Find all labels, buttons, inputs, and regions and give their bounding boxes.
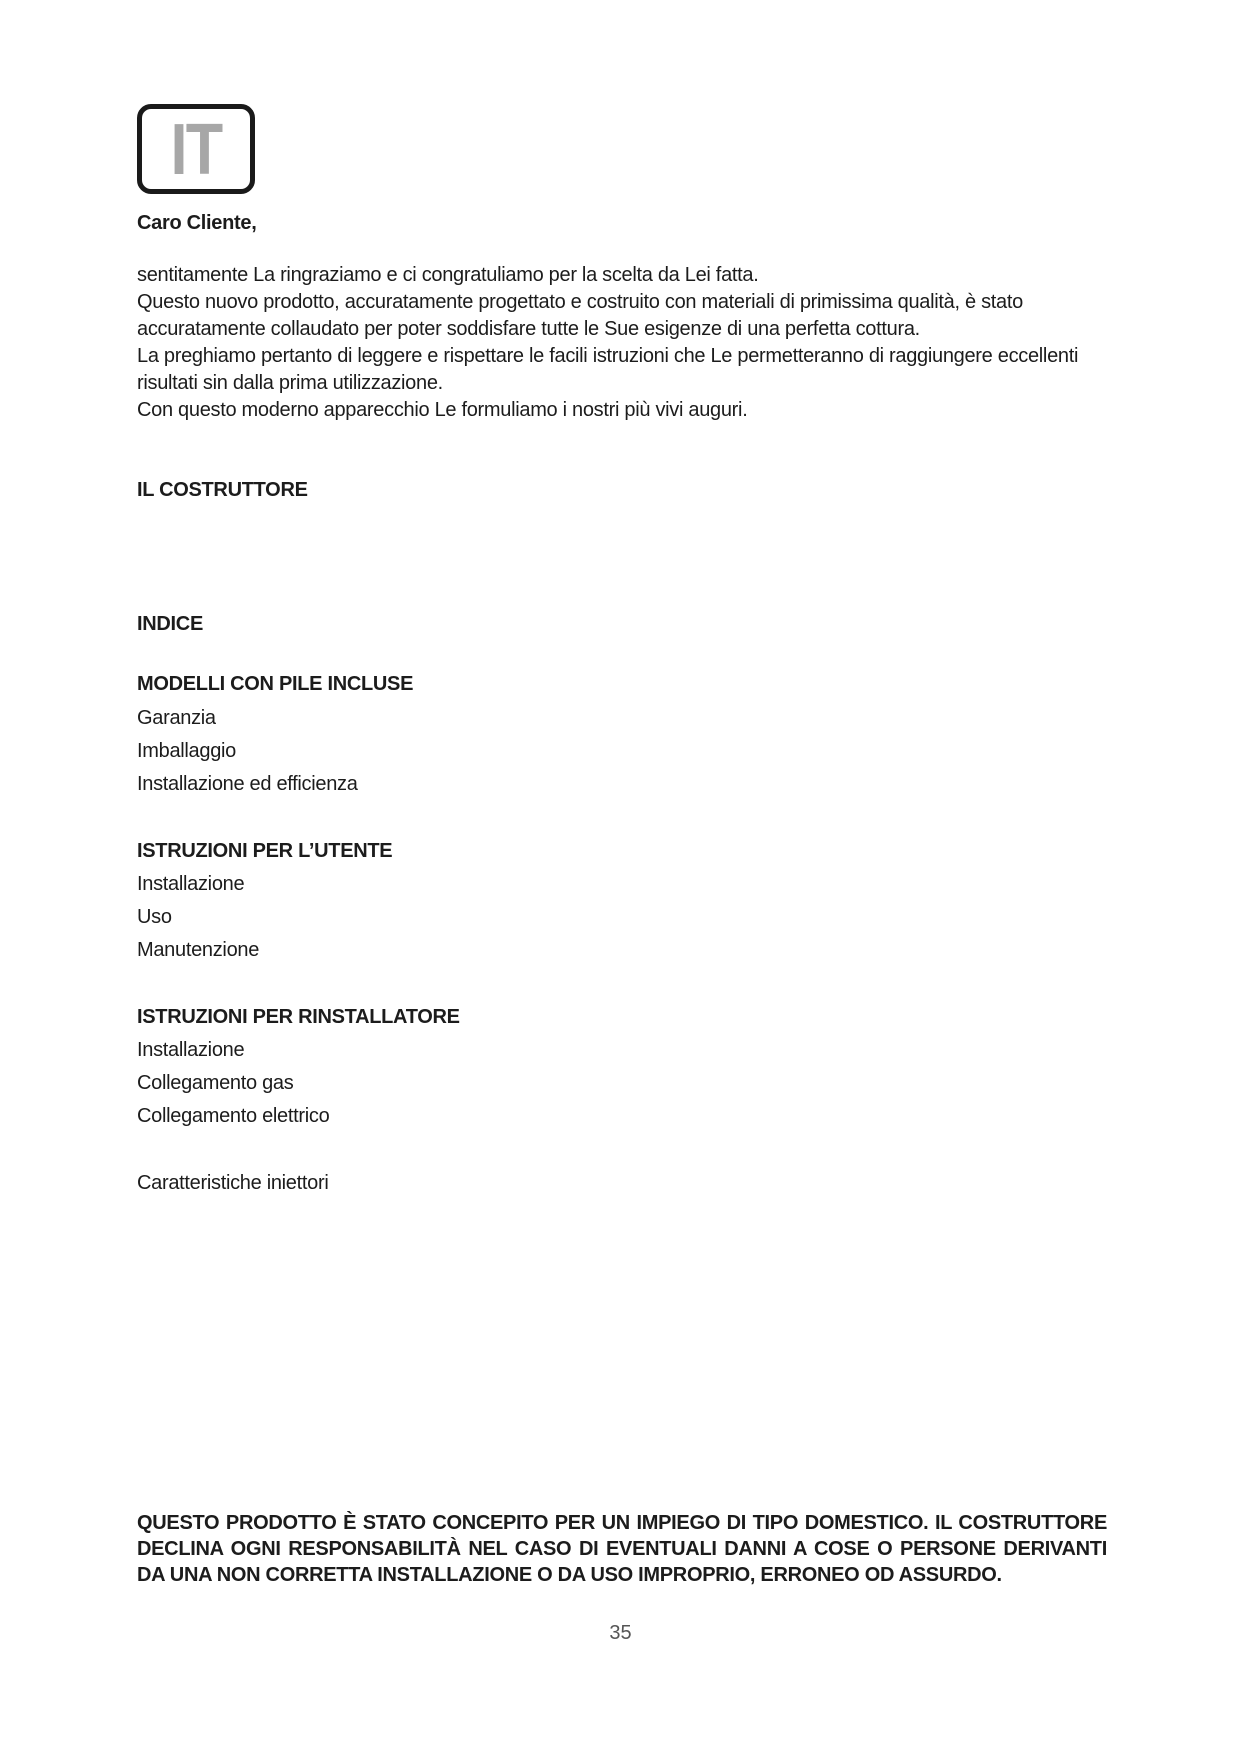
index-section-heading: MODELLI CON PILE INCLUSE <box>137 673 414 695</box>
intro-paragraph: La preghiamo pertanto di leggere e rispettare le facili istruzioni che Le permetteranno di raggiungere eccellenti risultati sin dalla prima utilizzazione. <box>137 345 1079 394</box>
page-number: 35 <box>609 1622 632 1644</box>
index-item-collegamento-gas: Collegamento gas <box>137 1072 294 1094</box>
intro-paragraph: Con questo moderno apparecchio Le formuliamo i nostri più vivi auguri. <box>137 399 748 421</box>
intro-text <box>137 262 1117 424</box>
index-section-heading: ISTRUZIONI PER RINSTALLATORE <box>137 1006 460 1028</box>
index-item-collegamento-elettrico: Collegamento elettrico <box>137 1105 330 1127</box>
language-badge <box>137 104 255 194</box>
index-item-installazione: Installazione <box>137 873 245 895</box>
index-item-installazione-efficienza: Installazione ed efficienza <box>137 773 358 795</box>
index-item-manutenzione: Manutenzione <box>137 939 260 961</box>
domestic-use-disclaimer: QUESTO PRODOTTO È STATO CONCEPITO PER UN IMPIEGO DI TIPO DOMESTICO. IL COSTRUTTORE DECLINA OGNI RESPONSABILITÀ NEL CASO DI EVENTUALI DANNI A COSE O PERSONE DERIVANTI DA UNA NON CORRETTA INSTALLAZIONE O DA USO IMPROPRIO, ERRONEO OD ASSURDO. <box>137 1512 1107 1586</box>
index-item-imballaggio: Imballaggio <box>137 740 236 762</box>
intro-paragraph: Questo nuovo prodotto, accuratamente progettato e costruito con materiali di primissima qualità, è stato accuratamente collaudato per poter soddisfare tutte le Sue esigenze di una perfetta cottura. <box>137 291 1023 340</box>
index-section-heading: ISTRUZIONI PER L’UTENTE <box>137 840 393 862</box>
greeting: Caro Cliente, <box>137 212 257 234</box>
index-item-caratteristiche-iniettori: Caratteristiche iniettori <box>137 1172 329 1194</box>
intro-paragraph: sentitamente La ringraziamo e ci congratuliamo per la scelta da Lei fatta. <box>137 264 759 286</box>
index-item-installazione: Installazione <box>137 1039 245 1061</box>
index-title: INDICE <box>137 613 203 635</box>
language-badge-label: IT <box>170 110 222 190</box>
index-item-uso: Uso <box>137 906 172 928</box>
signature: IL COSTRUTTORE <box>137 479 308 501</box>
index-item-garanzia: Garanzia <box>137 707 216 729</box>
